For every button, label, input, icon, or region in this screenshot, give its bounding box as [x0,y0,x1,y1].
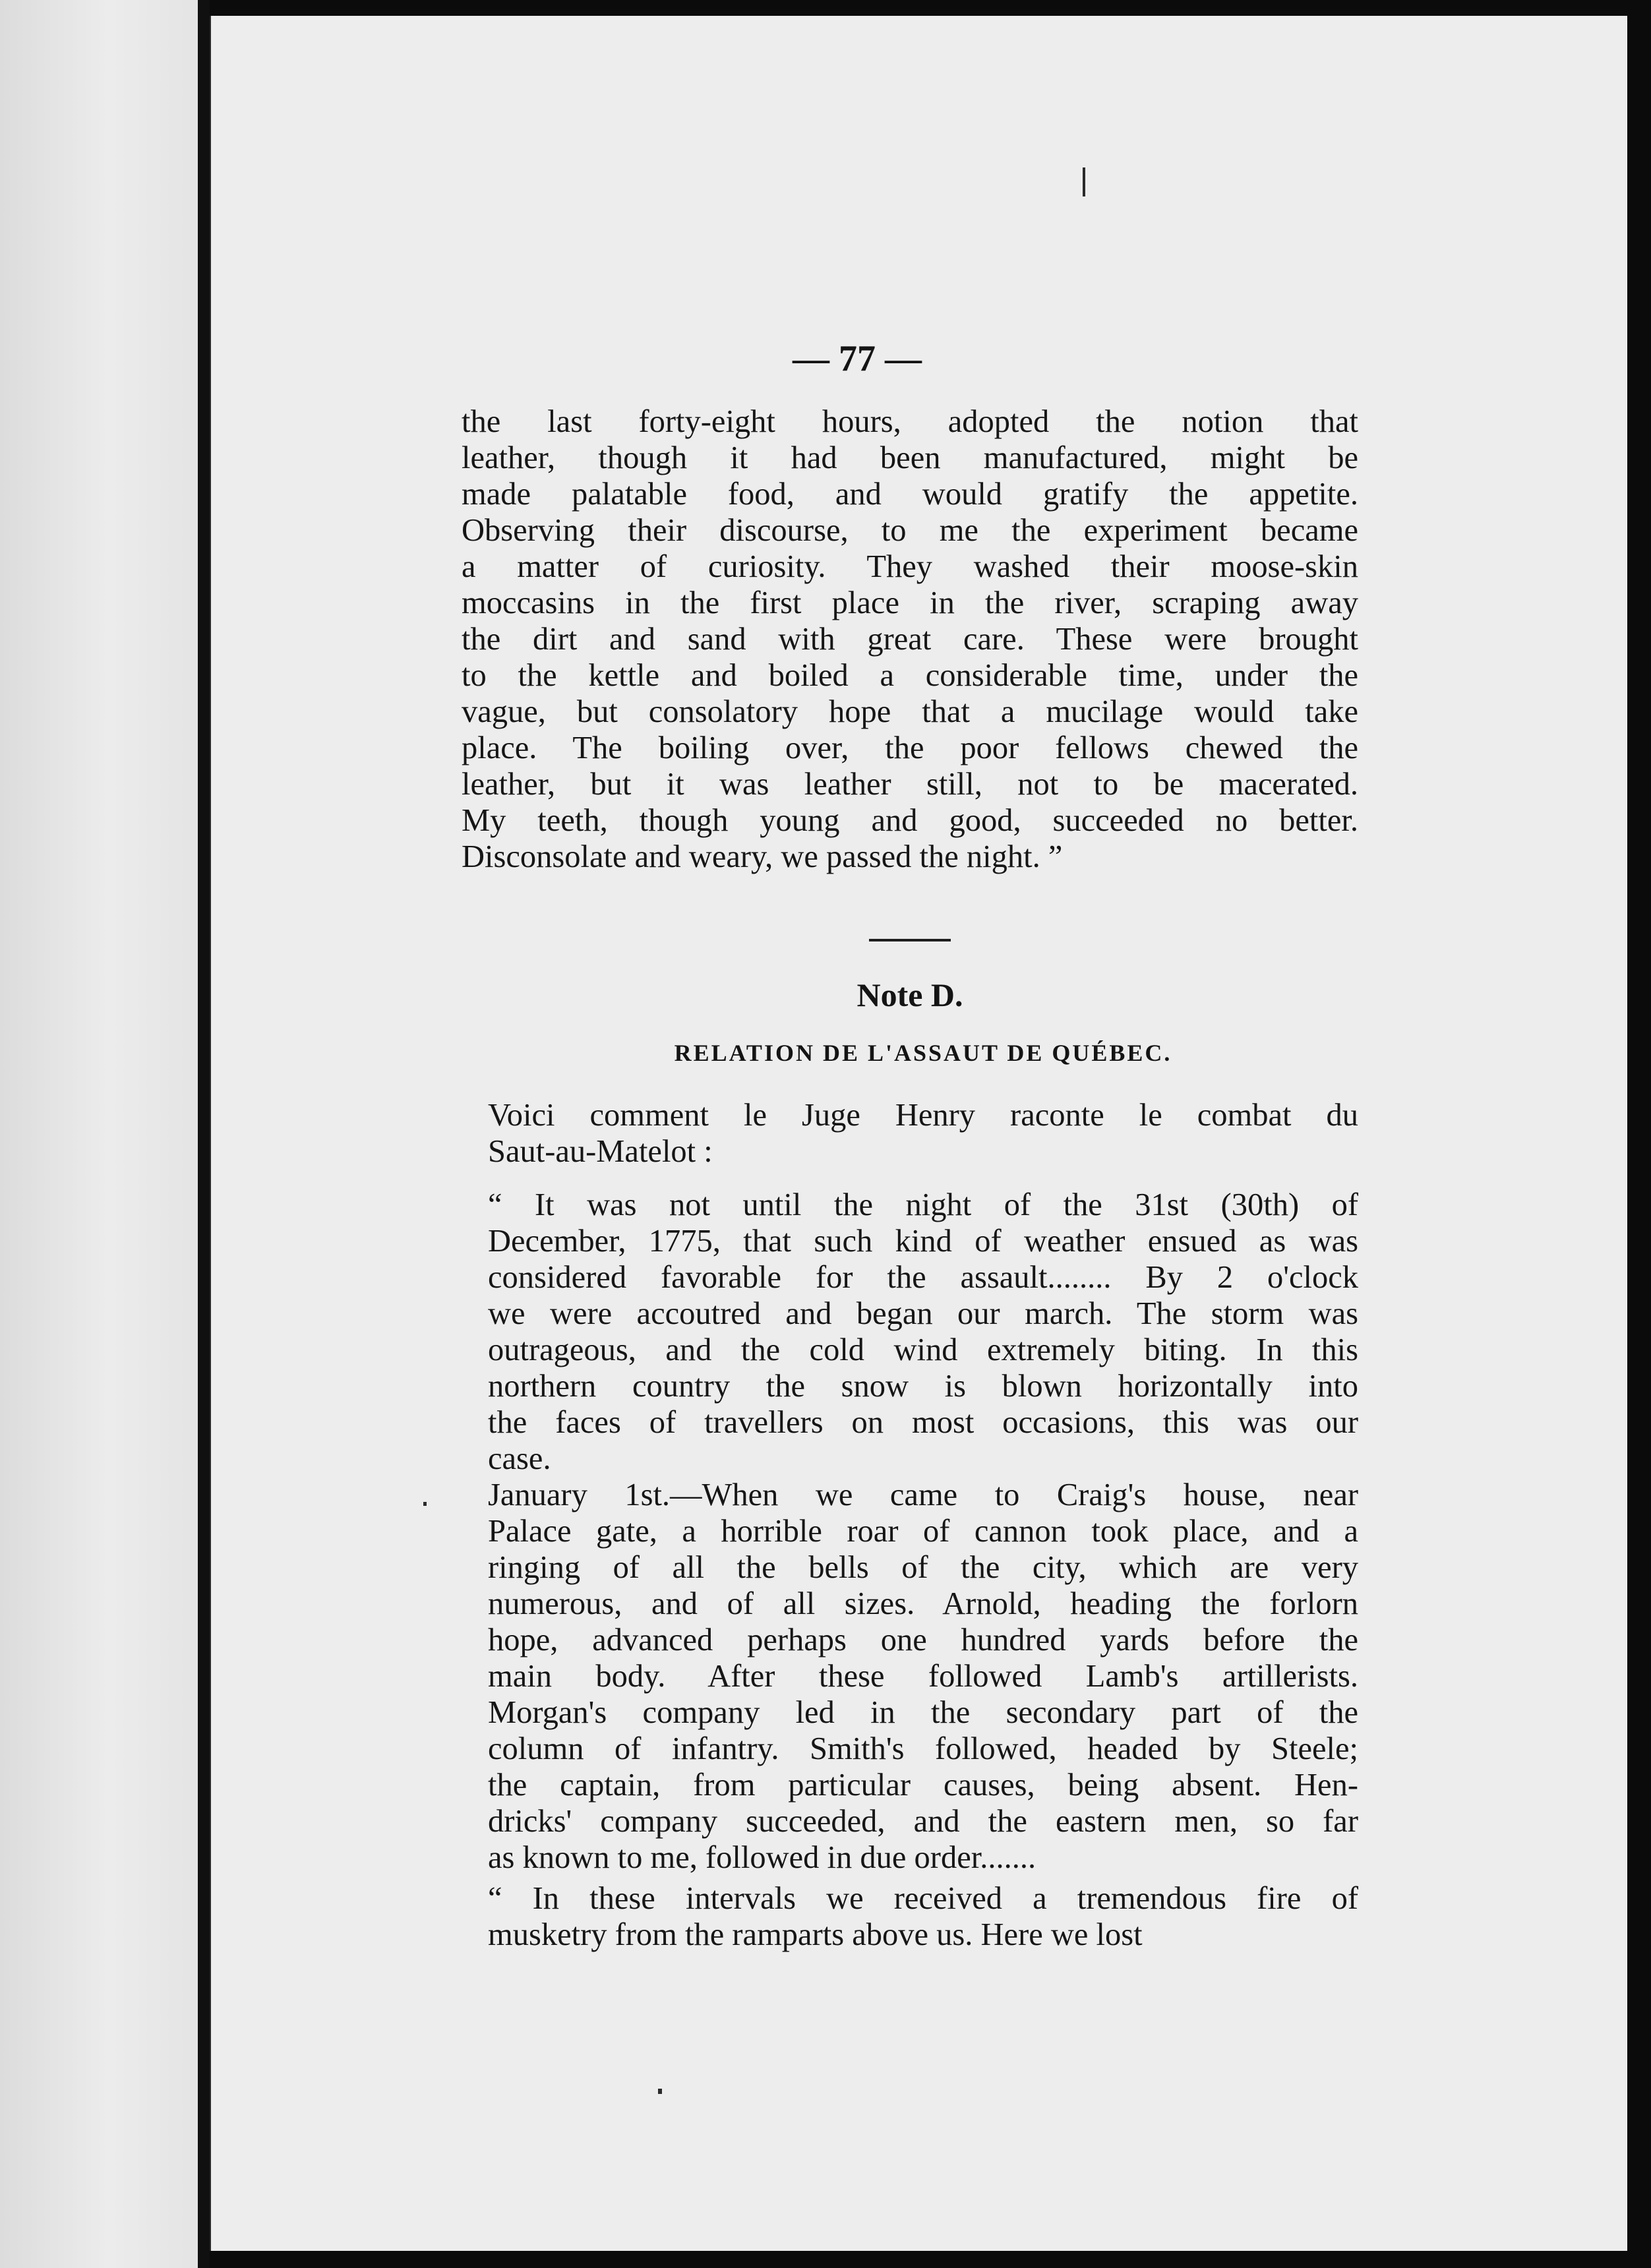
paragraph-january-first [462,1477,1358,1876]
text-line: Morgan's company led in the secondary part of the [488,1695,1358,1730]
scan-speck [423,1502,427,1506]
text-line: the dirt and sand with great care. These were brought [462,622,1358,657]
text-line: “ It was not until the night of the 31st (30th) of [488,1187,1358,1222]
paragraph-intro [462,1097,1358,1170]
text-line: place. The boiling over, the poor fellows chewed the [462,731,1358,765]
text-line: outrageous, and the cold wind extremely biting. In this [488,1332,1358,1367]
text-line: made palatable food, and would gratify the appetite. [462,477,1358,512]
text-line: case. [488,1441,551,1476]
note-heading: Note D. [856,976,963,1013]
text-line: Saut-au-Matelot : [488,1134,713,1169]
binding-gutter [198,0,210,2268]
paragraph-ramparts [462,1880,1358,1953]
text-line: Palace gate, a horrible roar of cannon took place, and a [488,1514,1358,1549]
text-line: main body. After these followed Lamb's artillerists. [488,1659,1358,1694]
text-line: northern country the snow is blown horizontally into [488,1369,1358,1404]
page-number: — 77 — [793,338,922,379]
text-line: My teeth, though young and good, succeeded no better. [462,803,1358,838]
text-line: leather, though it had been manufactured, might be [462,440,1358,475]
text-line: as known to me, followed in due order....... [488,1840,1036,1875]
text-line: dricks' company succeeded, and the eastern men, so far [488,1804,1358,1839]
text-line: December, 1775, that such kind of weather ensued as was [488,1224,1358,1259]
text-line: the faces of travellers on most occasions, this was our [488,1405,1358,1440]
facing-page [0,0,198,2268]
text-line: moccasins in the first place in the river, scraping away [462,585,1358,620]
text-line: the last forty-eight hours, adopted the notion that [462,404,1358,439]
text-line: Voici comment le Juge Henry raconte le combat du [488,1098,1358,1133]
text-line: to the kettle and boiled a considerable time, under the [462,658,1358,693]
scan-border [1627,0,1651,2268]
section-title: RELATION DE L'ASSAUT DE QUÉBEC. [674,1040,1172,1066]
scan-speck [658,2089,662,2094]
text-line: column of infantry. Smith's followed, headed by Steele; [488,1731,1358,1766]
text-line: we were accoutred and began our march. The storm was [488,1296,1358,1331]
text-line: Observing their discourse, to me the experiment became [462,513,1358,548]
paragraph-moccasins [462,403,1358,875]
text-line: ringing of all the bells of the city, which are very [488,1550,1358,1585]
text-line: vague, but consolatory hope that a mucilage would take [462,694,1358,729]
text-line: considered favorable for the assault........ By 2 o'clock [488,1260,1358,1295]
section-divider [869,939,951,941]
text-line: Disconsolate and weary, we passed the night. ” [462,839,1063,874]
text-line: “ In these intervals we received a tremendous fire of [488,1881,1358,1916]
text-line: a matter of curiosity. They washed their moose-skin [462,549,1358,584]
text-line: the captain, from particular causes, being absent. Hen- [488,1768,1358,1803]
text-line: hope, advanced perhaps one hundred yards before the [488,1623,1358,1657]
text-line: January 1st.—When we came to Craig's house, near [488,1477,1358,1512]
scan-speck [1083,167,1085,196]
text-line: leather, but it was leather still, not to be macerated. [462,767,1358,802]
paragraph-assault-quote [462,1187,1358,1477]
text-line: musketry from the ramparts above us. Here we lost [488,1917,1143,1952]
text-line: numerous, and of all sizes. Arnold, heading the forlorn [488,1586,1358,1621]
